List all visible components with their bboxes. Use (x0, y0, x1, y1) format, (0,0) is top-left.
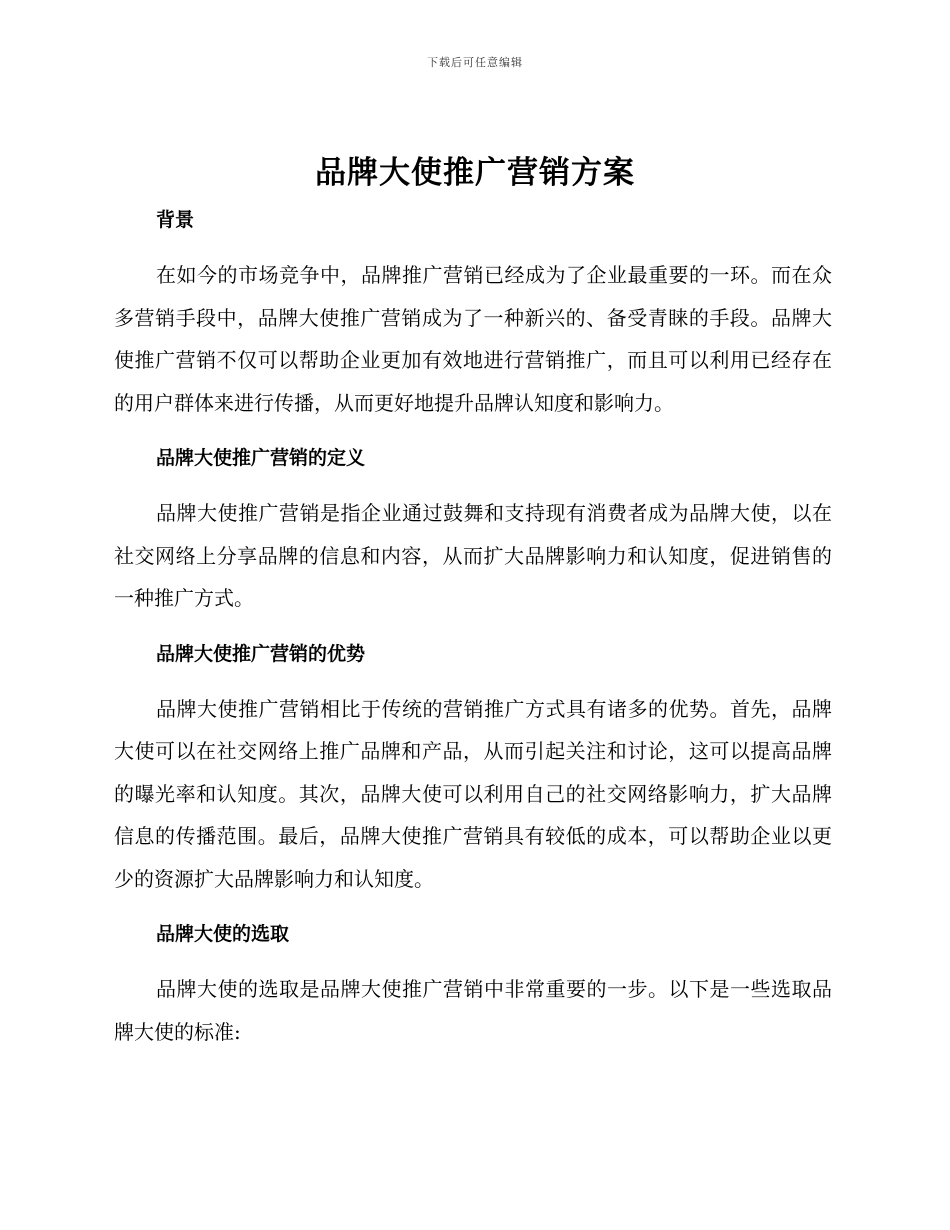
paragraph-definition: 品牌大使推广营销是指企业通过鼓舞和支持现有消费者成为品牌大使，以在社交网络上分享品牌的信息和内容，从而扩大品牌影响力和认知度，促进销售的一种推广方式。 (114, 501, 832, 610)
section-heading-advantages: 品牌大使推广营销的优势 (156, 642, 366, 665)
paragraph-advantages: 品牌大使推广营销相比于传统的营销推广方式具有诸多的优势。首先，品牌大使可以在社交网络上推广品牌和产品，从而引起关注和讨论，这可以提高品牌的曝光率和认知度。其次，品牌大使可以利用自己的社交网络影响力，扩大品牌信息的传播范围。最后，品牌大使推广营销具有较低的成本，可以帮助企业以更少的资源扩大品牌影响力和认知度。 (114, 696, 832, 891)
section-heading-definition: 品牌大使推广营销的定义 (156, 447, 366, 469)
paragraph-selection: 品牌大使的选取是品牌大使推广营销中非常重要的一步。以下是一些选取品牌大使的标准: (114, 977, 832, 1044)
header-note: 下载后可任意编辑 (427, 56, 523, 69)
document-body (114, 198, 832, 1053)
section-heading-background: 背景 (156, 209, 195, 231)
section-heading-selection: 品牌大使的选取 (156, 923, 290, 945)
paragraph-background: 在如今的市场竞争中，品牌推广营销已经成为了企业最重要的一环。而在众多营销手段中，品牌大使推广营销成为了一种新兴的、备受青睐的手段。品牌大使推广营销不仅可以帮助企业更加有效地进行营销推广，而且可以利用已经存在的用户群体来进行传播，从而更好地提升品牌认知度和影响力。 (114, 263, 832, 415)
document-title: 品牌大使推广营销方案 (315, 155, 635, 191)
